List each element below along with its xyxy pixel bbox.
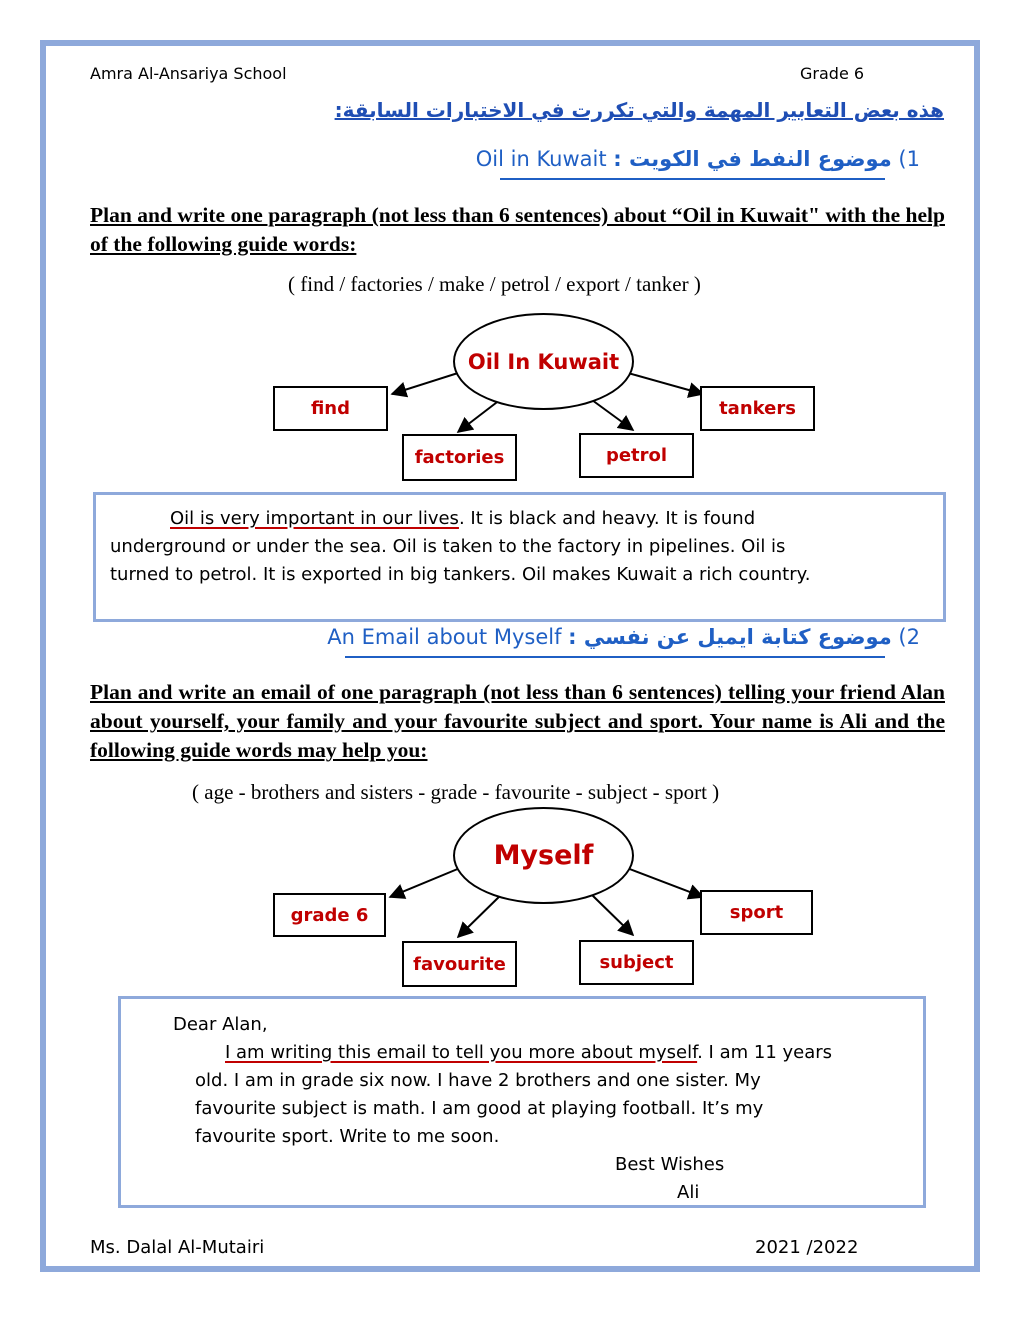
arrow-sport [627, 868, 703, 897]
mindmap1-center: Oil In Kuwait [453, 313, 634, 410]
topic2-underline [345, 656, 885, 658]
email-opening-sentence: I am writing this email to tell you more about myself [225, 1042, 698, 1063]
school-year: 2021 /2022 [755, 1237, 859, 1258]
mindmap2-favourite: favourite [402, 941, 517, 987]
mindmap2-subject: subject [579, 940, 694, 985]
mindmap1-tankers: tankers [700, 386, 815, 431]
oil-topic-sentence: Oil is very important in our lives [170, 508, 459, 529]
oil-line2: underground or under the sea. Oil is taken to the factory in pipelines. Oil is [110, 536, 786, 557]
email-line3: favourite subject is math. I am good at playing football. It’s my [195, 1098, 764, 1119]
email-line1: . I am 11 years [697, 1042, 833, 1063]
teacher-name: Ms. Dalal Al-Mutairi [90, 1237, 265, 1258]
email-line4: favourite sport. Write to me soon. [195, 1126, 500, 1147]
email-closing: Best Wishes [615, 1154, 725, 1175]
topic2-english: An Email about Myself [327, 625, 562, 649]
arrow-find [392, 373, 458, 394]
oil-line3: turned to petrol. It is exported in big tankers. Oil makes Kuwait a rich country. [110, 564, 811, 585]
mindmap2-grade: grade 6 [273, 893, 386, 937]
email-greeting: Dear Alan, [173, 1014, 268, 1035]
topic2-heading [327, 625, 920, 649]
arrow-tankers [628, 373, 703, 394]
mindmap1-petrol: petrol [579, 433, 694, 478]
email-signature: Ali [677, 1182, 700, 1203]
topic1-number: 1) [898, 147, 920, 171]
oil-line1: . It is black and heavy. It is found [458, 508, 756, 529]
mindmap2-sport: sport [700, 890, 813, 935]
topic1-guide-words: ( find / factories / make / petrol / export / tanker ) [288, 272, 701, 296]
oil-paragraph [110, 505, 935, 589]
email-line2: old. I am in grade six now. I have 2 brothers and one sister. My [195, 1070, 761, 1091]
mindmap1-find: find [273, 386, 388, 431]
arabic-title: هذه بعض التعابير المهمة والتي تكررت في الاختبارات السابقة: [334, 98, 944, 122]
arrow-grade [390, 868, 460, 897]
topic1-english: Oil in Kuwait [475, 147, 607, 171]
email-body [195, 1039, 915, 1151]
arrow-petrol [592, 400, 633, 430]
mindmap1-factories: factories [402, 434, 517, 481]
grade-label: Grade 6 [800, 64, 865, 83]
school-name: Amra Al-Ansariya School [90, 64, 287, 83]
arrow-favourite [458, 891, 505, 937]
topic1-instruction: Plan and write one paragraph (not less than 6 sentences) about “Oil in Kuwait" with the help of the following guide words: [90, 203, 945, 256]
mindmap2-center: Myself [453, 807, 634, 904]
topic2-guide-words: ( age - brothers and sisters - grade - favourite - subject - sport ) [192, 780, 720, 804]
topic2-arabic: موضوع كتابة ايميل عن نفسي : [568, 625, 892, 649]
email-box [118, 996, 926, 1208]
oil-paragraph-box [93, 492, 946, 622]
topic2-instruction: Plan and write an email of one paragraph (not less than 6 sentences) telling your friend Alan about yourself, your family and your favourite subject and sport. Your name is Ali and the following guide words may help you: [90, 680, 945, 762]
topic2-number: 2) [898, 625, 920, 649]
arrow-subject [592, 895, 633, 935]
topic1-arabic: موضوع النفط في الكويت : [613, 147, 892, 171]
